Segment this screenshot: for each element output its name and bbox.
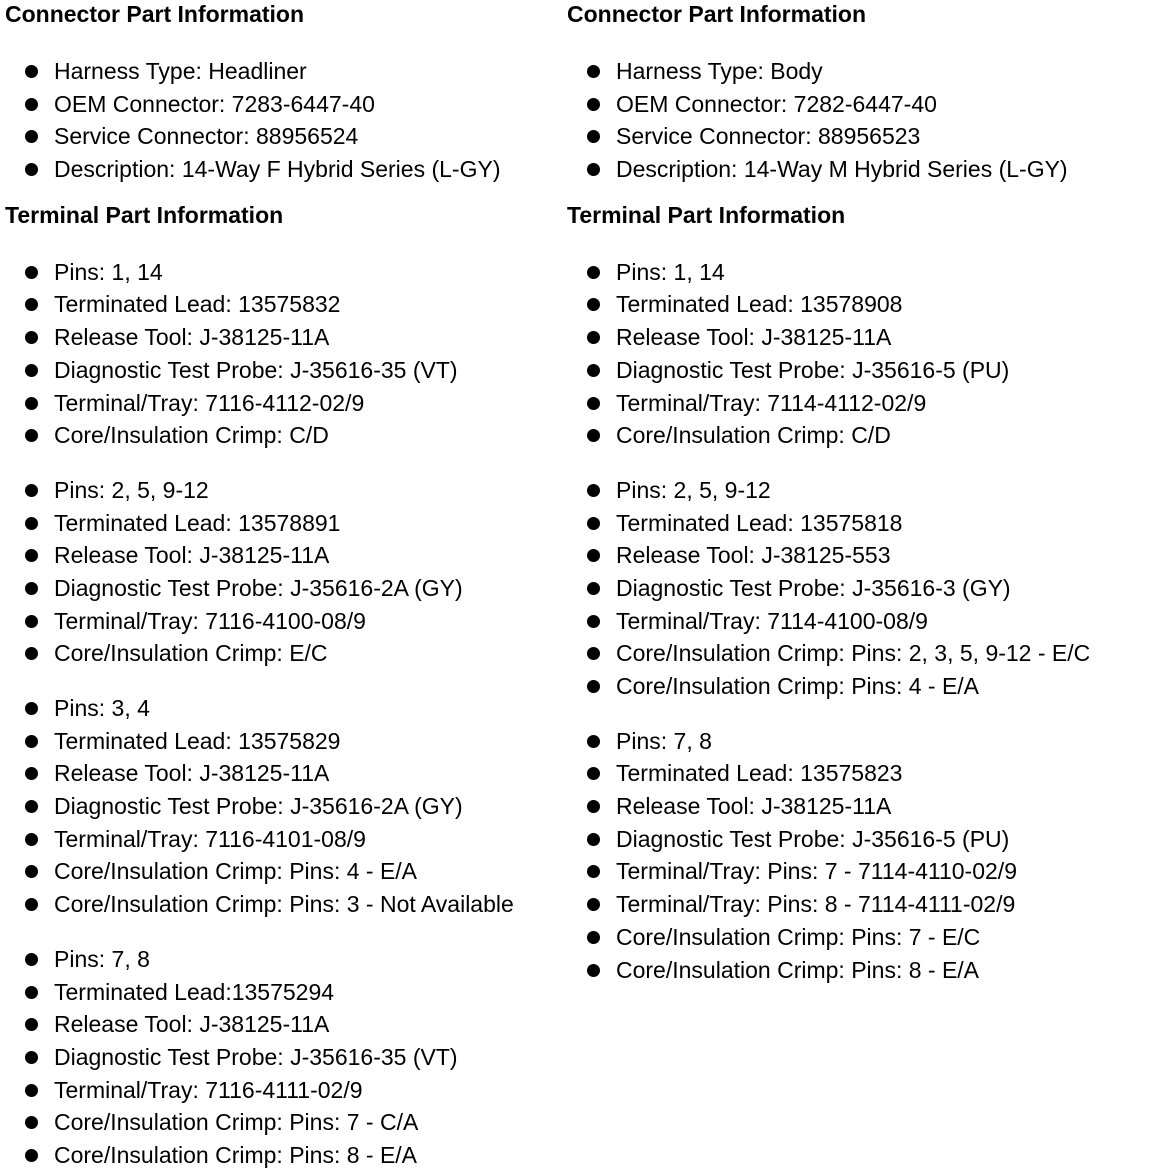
list-item: Terminated Lead: 13575823: [567, 757, 1152, 790]
description-item: Description: 14-Way F Hybrid Series (L-GY): [5, 153, 565, 186]
list-item: Release Tool: J-38125-11A: [567, 790, 1152, 823]
list-item: Core/Insulation Crimp: Pins: 4 - E/A: [567, 670, 1152, 703]
list-item: Terminated Lead: 13575829: [5, 725, 565, 758]
list-item: Terminal/Tray: 7116-4112-02/9: [5, 387, 565, 420]
list-item: Terminal/Tray: Pins: 8 - 7114-4111-02/9: [567, 888, 1152, 921]
left-column: [5, 0, 565, 1172]
oem-connector-item: OEM Connector: 7282-6447-40: [567, 88, 1152, 121]
list-item: Core/Insulation Crimp: Pins: 8 - E/A: [567, 954, 1152, 987]
terminal-group-3: [5, 692, 565, 921]
list-item: Terminal/Tray: Pins: 7 - 7114-4110-02/9: [567, 855, 1152, 888]
list-item: Diagnostic Test Probe: J-35616-5 (PU): [567, 823, 1152, 856]
list-item: Diagnostic Test Probe: J-35616-2A (GY): [5, 572, 565, 605]
service-connector-item: Service Connector: 88956524: [5, 120, 565, 153]
list-item: Terminated Lead: 13575818: [567, 507, 1152, 540]
list-item: Terminated Lead: 13578908: [567, 288, 1152, 321]
connector-info-list: [5, 55, 565, 186]
connector-info-list: [567, 55, 1152, 186]
list-item: Pins: 7, 8: [567, 725, 1152, 758]
list-item: Terminal/Tray: 7116-4111-02/9: [5, 1074, 565, 1107]
list-item: Terminal/Tray: 7114-4100-08/9: [567, 605, 1152, 638]
terminal-part-information-heading: Terminal Part Information: [5, 201, 284, 228]
list-item: Diagnostic Test Probe: J-35616-35 (VT): [5, 354, 565, 387]
list-item: Pins: 3, 4: [5, 692, 565, 725]
list-item: Core/Insulation Crimp: C/D: [567, 419, 1152, 452]
list-item: Terminal/Tray: 7116-4100-08/9: [5, 605, 565, 638]
list-item: Release Tool: J-38125-11A: [5, 1008, 565, 1041]
list-item: Core/Insulation Crimp: Pins: 2, 3, 5, 9-12 - E/C: [567, 637, 1152, 670]
list-item: Core/Insulation Crimp: Pins: 7 - E/C: [567, 921, 1152, 954]
list-item: Diagnostic Test Probe: J-35616-3 (GY): [567, 572, 1152, 605]
list-item: Release Tool: J-38125-553: [567, 539, 1152, 572]
list-item: Release Tool: J-38125-11A: [5, 757, 565, 790]
list-item: Terminal/Tray: 7114-4112-02/9: [567, 387, 1152, 420]
connector-part-information-heading: Connector Part Information: [567, 1, 867, 27]
list-item: Pins: 2, 5, 9-12: [567, 474, 1152, 507]
list-item: Release Tool: J-38125-11A: [5, 321, 565, 354]
terminal-group-2: [567, 474, 1152, 703]
right-column: [567, 0, 1152, 986]
list-item: Core/Insulation Crimp: Pins: 7 - C/A: [5, 1106, 565, 1139]
list-item: Core/Insulation Crimp: Pins: 8 - E/A: [5, 1139, 565, 1172]
terminal-group-2: [5, 474, 565, 670]
list-item: Core/Insulation Crimp: Pins: 4 - E/A: [5, 855, 565, 888]
list-item: Terminated Lead: 13578891: [5, 507, 565, 540]
connector-part-information-heading: Connector Part Information: [5, 1, 305, 27]
list-item: Release Tool: J-38125-11A: [5, 539, 565, 572]
terminal-group-1: [567, 256, 1152, 452]
harness-type-item: Harness Type: Headliner: [5, 55, 565, 88]
list-item: Core/Insulation Crimp: Pins: 3 - Not Available: [5, 888, 565, 921]
list-item: Core/Insulation Crimp: E/C: [5, 637, 565, 670]
service-connector-item: Service Connector: 88956523: [567, 120, 1152, 153]
harness-type-item: Harness Type: Body: [567, 55, 1152, 88]
description-item: Description: 14-Way M Hybrid Series (L-GY): [567, 153, 1152, 186]
terminal-part-information-heading: Terminal Part Information: [567, 201, 846, 228]
list-item: Diagnostic Test Probe: J-35616-2A (GY): [5, 790, 565, 823]
list-item: Pins: 1, 14: [567, 256, 1152, 289]
list-item: Pins: 2, 5, 9-12: [5, 474, 565, 507]
terminal-group-4: [5, 943, 565, 1172]
terminal-group-1: [5, 256, 565, 452]
list-item: Pins: 7, 8: [5, 943, 565, 976]
list-item: Terminated Lead: 13575832: [5, 288, 565, 321]
list-item: Diagnostic Test Probe: J-35616-5 (PU): [567, 354, 1152, 387]
list-item: Diagnostic Test Probe: J-35616-35 (VT): [5, 1041, 565, 1074]
oem-connector-item: OEM Connector: 7283-6447-40: [5, 88, 565, 121]
list-item: Release Tool: J-38125-11A: [567, 321, 1152, 354]
list-item: Terminal/Tray: 7116-4101-08/9: [5, 823, 565, 856]
list-item: Terminated Lead:13575294: [5, 976, 565, 1009]
terminal-group-3: [567, 725, 1152, 987]
list-item: Core/Insulation Crimp: C/D: [5, 419, 565, 452]
list-item: Pins: 1, 14: [5, 256, 565, 289]
